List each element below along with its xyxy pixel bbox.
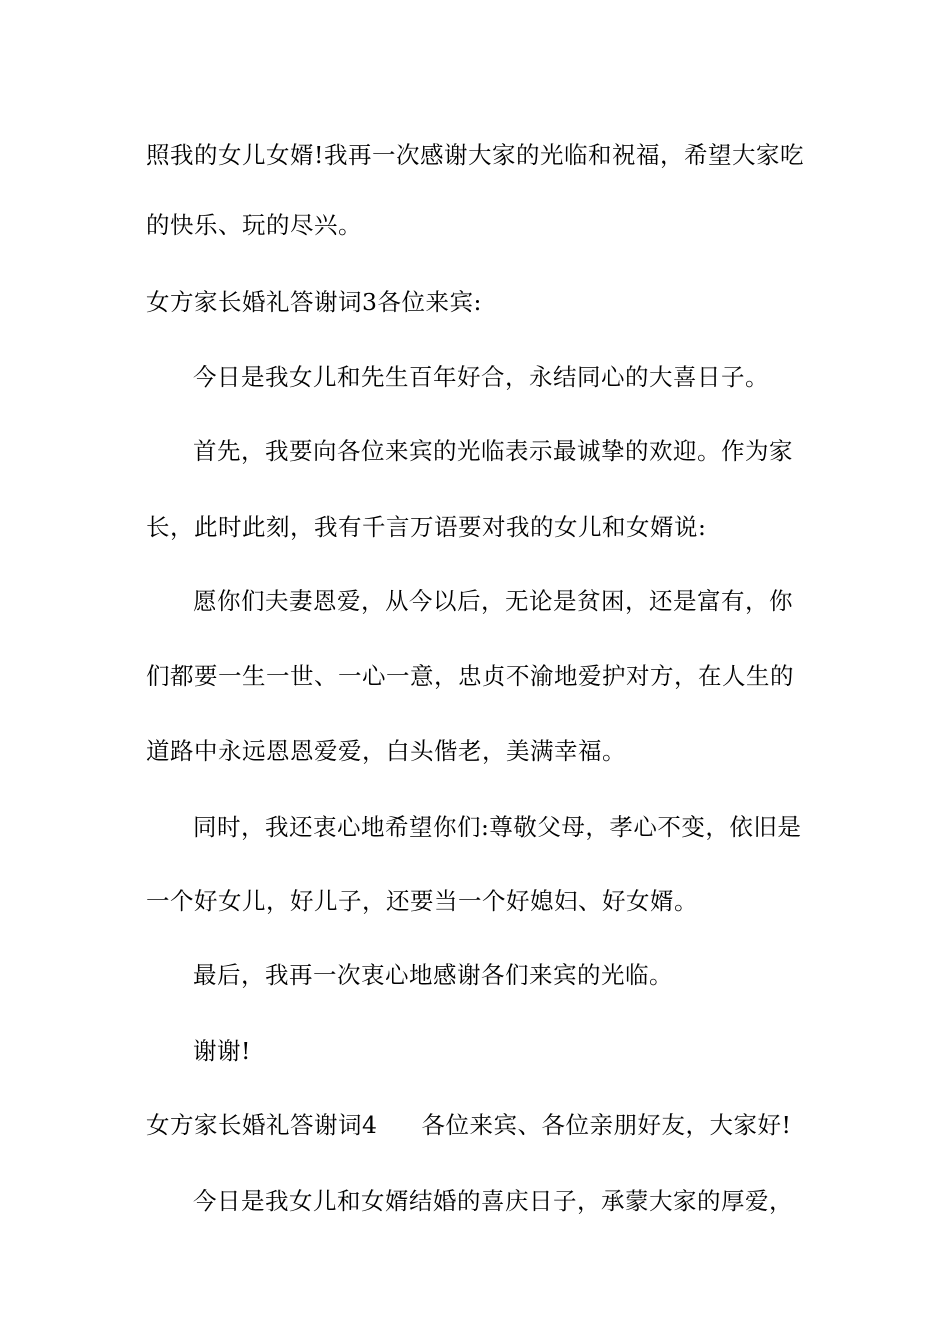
text-line: 愿你们夫妻恩爱，从今以后，无论是贫困，还是富有，你 <box>193 587 793 615</box>
text-line: 道路中永远恩恩爱爱，白头偕老，美满幸福。 <box>146 737 626 765</box>
text-line: 同时，我还衷心地希望你们:尊敬父母，孝心不变，依旧是 <box>193 813 802 841</box>
text-line: 今日是我女儿和先生百年好合，永结同心的大喜日子。 <box>193 363 769 391</box>
section-heading: 女方家长婚礼答谢词4 <box>146 1111 378 1139</box>
text-line: 谢谢! <box>193 1037 251 1065</box>
text-line: 们都要一生一世、一心一意，忠贞不渝地爱护对方，在人生的 <box>146 662 794 690</box>
text-line: 的快乐、玩的尽兴。 <box>146 211 362 239</box>
text-line: 首先，我要向各位来宾的光临表示最诚挚的欢迎。作为家 <box>193 437 793 465</box>
text-line: 照我的女儿女婿!我再一次感谢大家的光临和祝福，希望大家吃 <box>146 141 804 169</box>
section-heading-line <box>146 1110 791 1140</box>
text-line: 一个好女儿，好儿子，还要当一个好媳妇、好女婿。 <box>146 887 698 915</box>
text-line: 最后，我再一次衷心地感谢各们来宾的光临。 <box>193 961 673 989</box>
text-line: 各位来宾、各位亲朋好友，大家好! <box>421 1111 792 1139</box>
text-line: 长，此时此刻，我有千言万语要对我的女儿和女婿说: <box>146 513 707 541</box>
section-heading: 女方家长婚礼答谢词3各位来宾: <box>146 288 482 316</box>
text-line: 今日是我女儿和女婿结婚的喜庆日子，承蒙大家的厚爱， <box>193 1187 793 1215</box>
